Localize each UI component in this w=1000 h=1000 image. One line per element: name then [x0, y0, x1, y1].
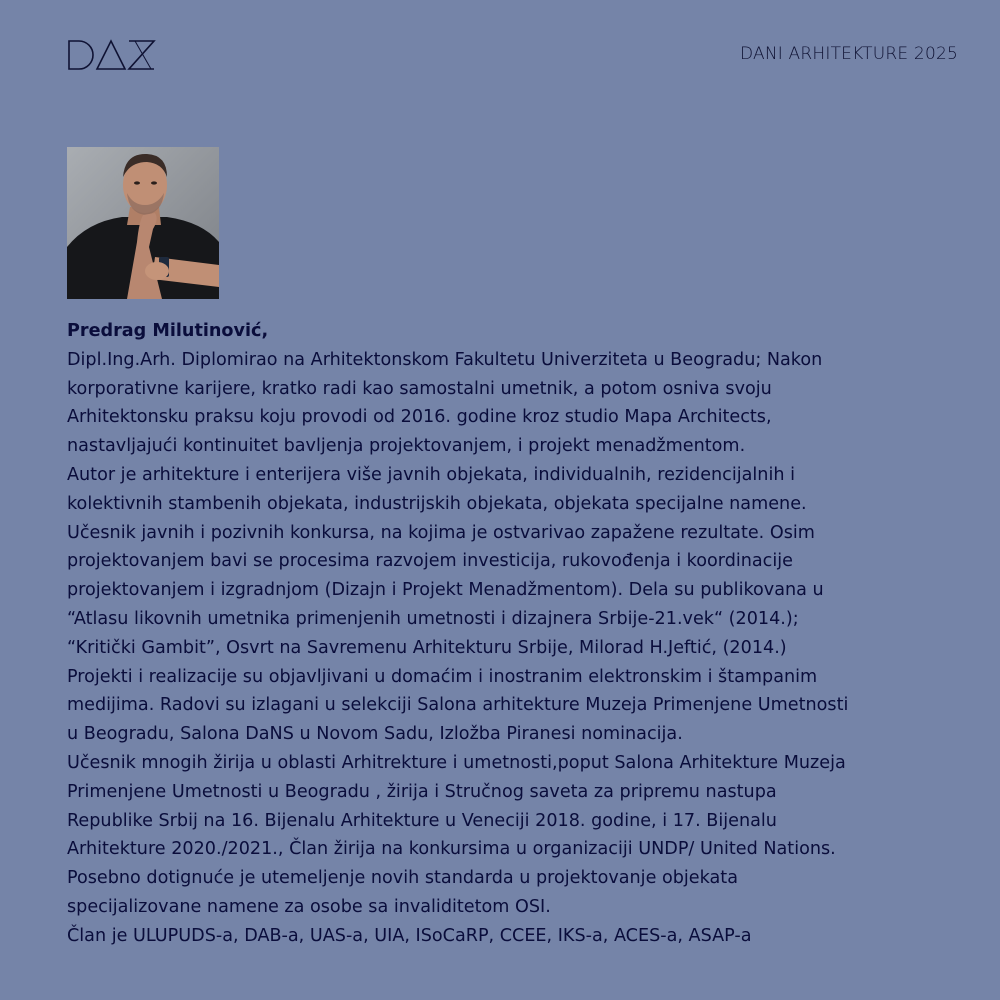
bio-line: Dipl.Ing.Arh. Diplomirao na Arhitektonskom Fakultetu Univerziteta u Beogradu; Nakon: [67, 349, 823, 370]
bio-line: kolektivnih stambenih objekata, industrijskih objekata, objekata specijalne namene.: [67, 493, 807, 514]
bio-line: korporativne karijere, kratko radi kao samostalni umetnik, a potom osniva svoju: [67, 378, 772, 399]
bio-line: Član je ULUPUDS-a, DAB-a, UAS-a, UIA, ISoCaRP, CCEE, IKS-a, ACES-a, ASAP-a: [67, 925, 752, 946]
bio-line: Republike Srbij na 16. Bijenalu Arhitekture u Veneciji 2018. godine, i 17. Bijenalu: [67, 810, 777, 831]
portrait-photo: [67, 147, 219, 299]
bio-text: [67, 317, 967, 951]
daz-logo: [67, 39, 157, 71]
bio-line: medijima. Radovi su izlagani u selekciji Salona arhitekture Muzeja Primenjene Umetnosti: [67, 695, 849, 716]
bio-line: Posebno dotignuće je utemeljenje novih standarda u projektovanje objekata: [67, 868, 738, 889]
bio-line: “Atlasu likovnih umetnika primenjenih umetnosti i dizajnera Srbije-21.vek“ (2014.);: [67, 608, 799, 629]
bio-name: Predrag Milutinović,: [67, 321, 269, 341]
bio-line: projektovanjem bavi se procesima razvojem investicija, rukovođenja i koordinacije: [67, 551, 793, 572]
bio-line: projektovanjem i izgradnjom (Dizajn i Projekt Menadžmentom). Dela su publikovana u: [67, 580, 824, 601]
bio-line: Primenjene Umetnosti u Beogradu , žirija i Stručnog saveta za pripremu nastupa: [67, 781, 777, 802]
bio-line: Učesnik mnogih žirija u oblasti Arhitrekture i umetnosti,poput Salona Arhitekture Muzeja: [67, 752, 846, 773]
bio-line: Arhitektonsku praksu koju provodi od 2016. godine kroz studio Mapa Architects,: [67, 407, 772, 428]
bio-line: u Beogradu, Salona DaNS u Novom Sadu, Izložba Piranesi nominacija.: [67, 724, 683, 745]
bio-line: Učesnik javnih i pozivnih konkursa, na kojima je ostvarivao zapažene rezultate. Osim: [67, 522, 815, 543]
bio-line: “Kritički Gambit”, Osvrt na Savremenu Arhitekturu Srbije, Milorad H.Jeftić, (2014.): [67, 637, 787, 658]
event-title: DANI ARHITEKTURE 2025: [740, 44, 958, 64]
bio-line: specijalizovane namene za osobe sa invaliditetom OSI.: [67, 896, 551, 917]
bio-line: Autor je arhitekture i enterijera više javnih objekata, individualnih, rezidencijalnih i: [67, 464, 795, 485]
bio-line: nastavljajući kontinuitet bavljenja projektovanjem, i projekt menadžmentom.: [67, 436, 746, 457]
bio-line: Projekti i realizacije su objavljivani u domaćim i inostranim elektronskim i štampanim: [67, 666, 818, 687]
bio-line: Arhitekture 2020./2021., Član žirija na konkursima u organizaciji UNDP/ United Nations.: [67, 839, 836, 860]
